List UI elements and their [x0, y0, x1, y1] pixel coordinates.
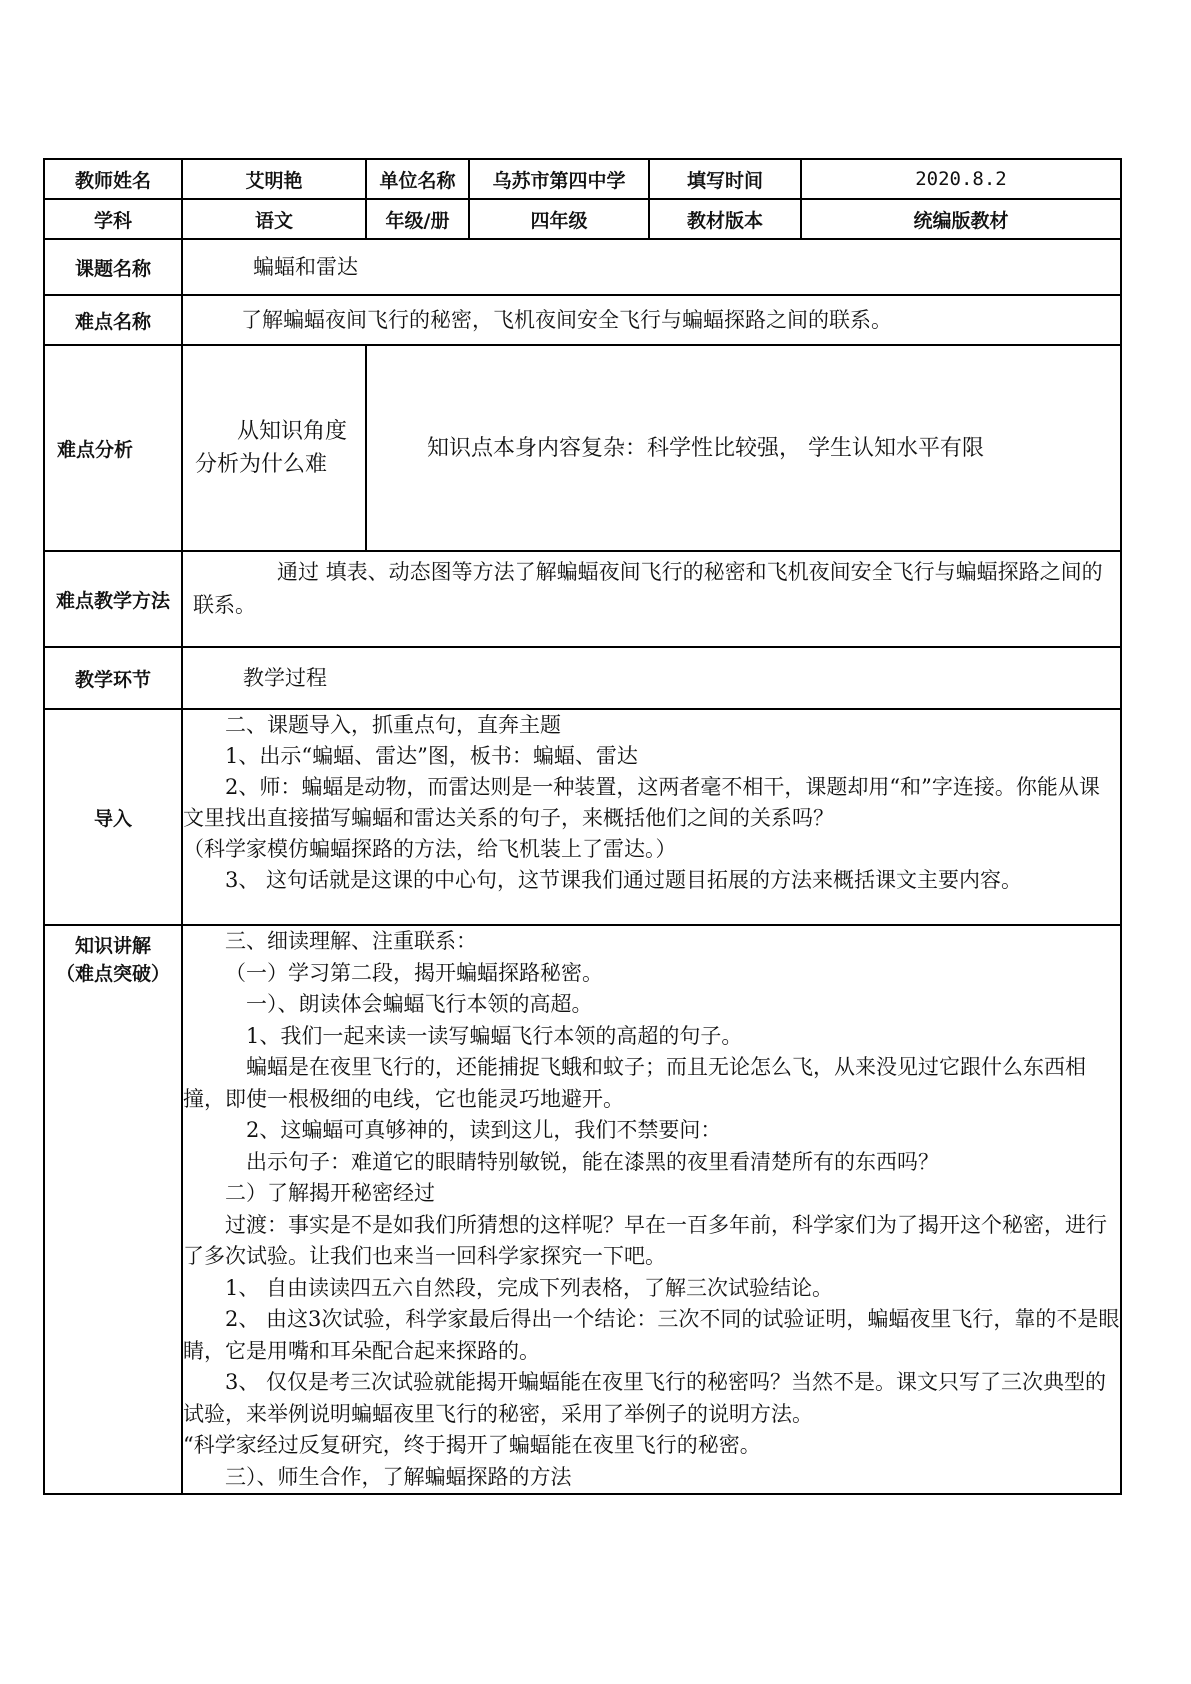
- unit-label: 单位名称: [366, 159, 469, 199]
- intro-line: 2、师：蝙蝠是动物，而雷达则是一种装置，这两者毫不相干，课题却用“和”字连接。你能从课文里找出直接描写蝙蝠和雷达关系的句子，来概括他们之间的关系吗？: [183, 775, 1100, 830]
- subject-value: 语文: [182, 199, 366, 239]
- knowledge-row: [44, 925, 1121, 1494]
- analysis-row: [44, 345, 1121, 551]
- method-label: 难点教学方法: [44, 551, 182, 647]
- teacher-value: 艾明艳: [182, 159, 366, 199]
- edition-value: 统编版教材: [801, 199, 1121, 239]
- knowledge-line: 三）、师生合作，了解蝙蝠探路的方法: [225, 1464, 572, 1489]
- intro-label: 导入: [44, 709, 182, 925]
- knowledge-line: 过渡：事实是不是如我们所猜想的这样呢？早在一百多年前，科学家们为了揭开这个秘密，进行了多次试验。让我们也来当一回科学家探究一下吧。: [183, 1212, 1107, 1268]
- lesson-plan-table: [43, 158, 1122, 1495]
- knowledge-line: 2、 由这3次试验，科学家最后得出一个结论：三次不同的试验证明，蝙蝠夜里飞行，靠的不是眼睛，它是用嘴和耳朵配合起来探路的。: [183, 1307, 1120, 1363]
- knowledge-line: 蝙蝠是在夜里飞行的，还能捕捉飞蛾和蚊子；而且无论怎么飞，从来没见过它跟什么东西相撞，即使一根极细的电线，它也能灵巧地避开。: [183, 1055, 1086, 1111]
- intro-line: 1、出示“蝙蝠、雷达”图，板书：蝙蝠、雷达: [225, 744, 638, 768]
- knowledge-line: 1、我们一起来读一读写蝙蝠飞行本领的高超的句子。: [246, 1023, 743, 1048]
- topic-value: 蝙蝠和雷达: [182, 239, 1121, 295]
- analysis-label: 难点分析: [44, 345, 182, 551]
- teacher-label: 教师姓名: [44, 159, 182, 199]
- knowledge-line: “科学家经过反复研究，终于揭开了蝙蝠能在夜里飞行的秘密。: [183, 1433, 761, 1457]
- knowledge-line: 二）了解揭开秘密经过: [225, 1181, 435, 1205]
- intro-line: （科学家模仿蝙蝠探路的方法，给飞机装上了雷达。）: [183, 837, 677, 861]
- knowledge-label-line2: （难点突破）: [55, 963, 170, 985]
- knowledge-line: 出示句子：难道它的眼睛特别敏锐，能在漆黑的夜里看清楚所有的东西吗？: [246, 1149, 939, 1174]
- process-label: 教学环节: [44, 647, 182, 709]
- analysis-sub-label-text: 从知识角度分析为什么难: [195, 419, 348, 477]
- method-value: 通过 填表、动态图等方法了解蝙蝠夜间飞行的秘密和飞机夜间安全飞行与蝙蝠探路之间的联系。: [193, 560, 1103, 617]
- subject-label: 学科: [44, 199, 182, 239]
- process-value: 教学过程: [182, 647, 1121, 709]
- topic-row: [44, 239, 1121, 295]
- difficulty-label: 难点名称: [44, 295, 182, 345]
- header-row-2: [44, 199, 1121, 239]
- knowledge-line: 一）、朗读体会蝙蝠飞行本领的高超。: [246, 992, 593, 1016]
- difficulty-row: [44, 295, 1121, 345]
- knowledge-content: [182, 925, 1121, 1494]
- knowledge-line: 三、细读理解、注重联系：: [225, 929, 477, 953]
- intro-row: [44, 709, 1121, 925]
- date-value: 2020.8.2: [801, 159, 1121, 199]
- knowledge-label-line1: 知识讲解: [74, 935, 151, 957]
- grade-value: 四年级: [469, 199, 649, 239]
- method-value-cell: [182, 551, 1121, 647]
- analysis-sub-label: [182, 345, 366, 551]
- edition-label: 教材版本: [649, 199, 801, 239]
- knowledge-line: 1、 自由读读四五六自然段，完成下列表格，了解三次试验结论。: [225, 1275, 834, 1300]
- analysis-value: 知识点本身内容复杂：科学性比较强， 学生认知水平有限: [366, 345, 1121, 551]
- process-header-row: [44, 647, 1121, 709]
- intro-content: [182, 709, 1121, 925]
- header-row-1: [44, 159, 1121, 199]
- grade-label: 年级/册: [366, 199, 469, 239]
- knowledge-line: （一）学习第二段，揭开蝙蝠探路秘密。: [225, 960, 603, 985]
- topic-label: 课题名称: [44, 239, 182, 295]
- method-row: [44, 551, 1121, 647]
- intro-line: 二、课题导入，抓重点句，直奔主题: [225, 713, 561, 737]
- knowledge-line: 2、这蝙蝠可真够神的，读到这儿，我们不禁要问：: [246, 1118, 722, 1142]
- unit-value: 乌苏市第四中学: [469, 159, 649, 199]
- difficulty-value: 了解蝙蝠夜间飞行的秘密，飞机夜间安全飞行与蝙蝠探路之间的联系。: [182, 295, 1121, 345]
- knowledge-line: 3、 仅仅是考三次试验就能揭开蝙蝠能在夜里飞行的秘密吗？当然不是。课文只写了三次典型的试验，来举例说明蝙蝠夜里飞行的秘密，采用了举例子的说明方法。: [183, 1370, 1107, 1426]
- knowledge-label: [44, 925, 182, 1494]
- date-label: 填写时间: [649, 159, 801, 199]
- intro-line: 3、 这句话就是这课的中心句，这节课我们通过题目拓展的方法来概括课文主要内容。: [225, 868, 1023, 892]
